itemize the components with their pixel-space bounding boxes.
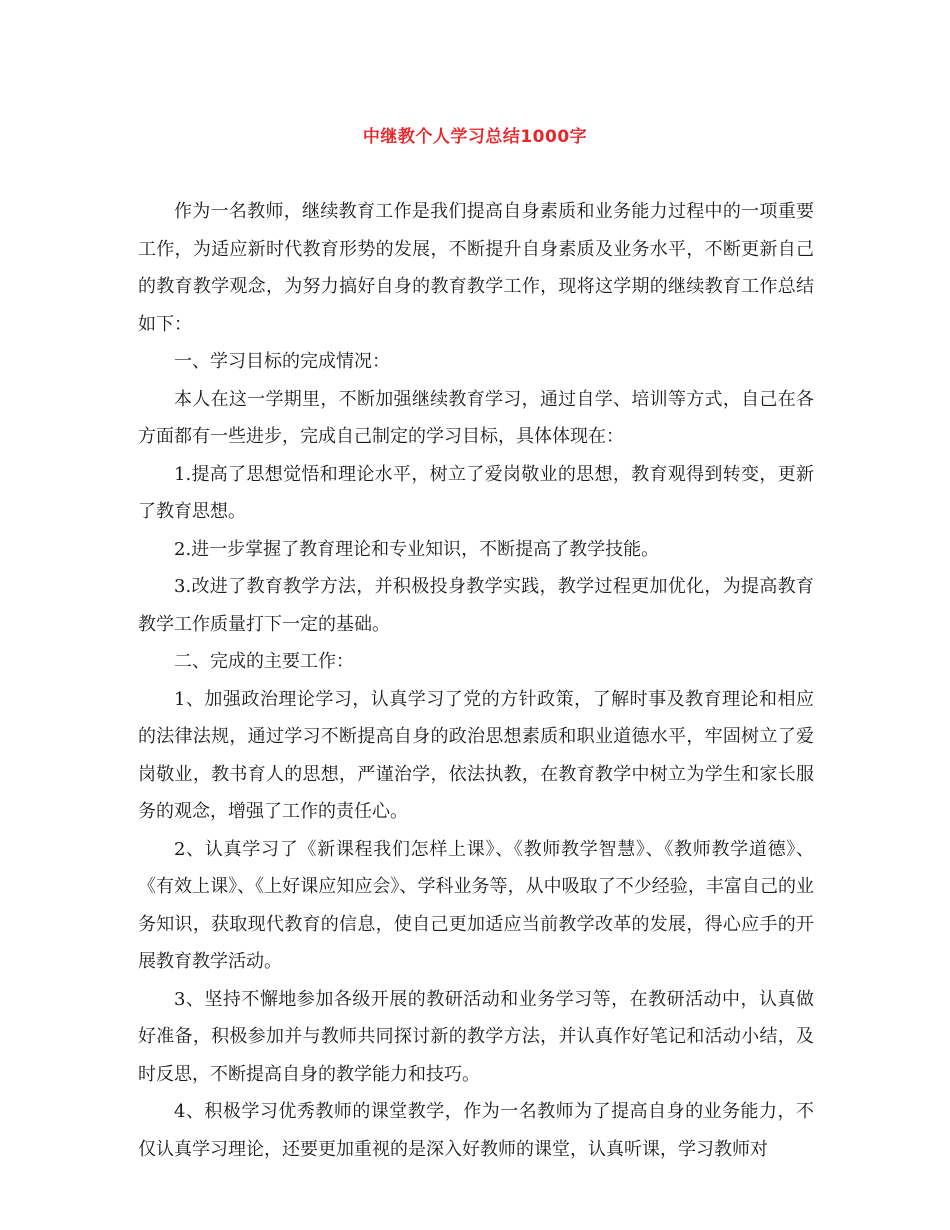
section-heading-work: 二、完成的主要工作：: [174, 651, 354, 672]
document-body: [138, 193, 814, 1168]
list-item-work-2: 2、认真学习了《新课程我们怎样上课》、《教师教学智慧》、《教师教学道德》、《有效上课》、《上好课应知应会》、学科业务等，从中吸取了不少经验，丰富自己的业务知识，获取现代教育的信息，使自己更加适应当前教学改革的发展，得心应手的开展教育教学活动。: [138, 838, 814, 972]
list-item-goal-3: 3.改进了教育教学方法，并积极投身教学实践，教学过程更加优化，为提高教育教学工作质量打下一定的基础。: [138, 576, 814, 635]
list-item-work-4: 4、积极学习优秀教师的课堂教学，作为一名教师为了提高自身的业务能力，不仅认真学习理论，还要更加重视的是深入好教师的课堂，认真听课，学习教师对: [138, 1101, 814, 1160]
list-item-goal-2: 2.进一步掌握了教育理论和专业知识，不断提高了教学技能。: [174, 538, 660, 560]
section-heading-goals: 一、学习目标的完成情况：: [174, 351, 390, 372]
list-item-work-1: 1、加强政治理论学习，认真学习了党的方针政策，了解时事及教育理论和相应的法律法规，通过学习不断提高自身的政治思想素质和职业道德水平，牢固树立了爱岗敬业，教书育人的思想，严谨治学，依法执教，在教育教学中树立为学生和家长服务的观念，增强了工作的责任心。: [138, 688, 814, 822]
list-item-goal-1: 1.提高了思想觉悟和理论水平，树立了爱岗敬业的思想，教育观得到转变，更新了教育思想。: [138, 463, 814, 522]
list-item-work-3: 3、坚持不懈地参加各级开展的教研活动和业务学习等，在教研活动中，认真做好准备，积极参加并与教师共同探讨新的教学方法，并认真作好笔记和活动小结，及时反思，不断提高自身的教学能力和技巧。: [138, 988, 814, 1085]
paragraph-goals: 本人在这一学期里，不断加强继续教育学习，通过自学、培训等方式，自己在各方面都有一些进步，完成自己制定的学习目标，具体体现在：: [138, 388, 814, 447]
paragraph-intro: 作为一名教师，继续教育工作是我们提高自身素质和业务能力过程中的一项重要工作，为适应新时代教育形势的发展，不断提升自身素质及业务水平，不断更新自己的教育教学观念，为努力搞好自身的教育教学工作，现将这学期的继续教育工作总结如下：: [138, 201, 814, 335]
document-title: 中继教个人学习总结1000字: [362, 127, 588, 147]
